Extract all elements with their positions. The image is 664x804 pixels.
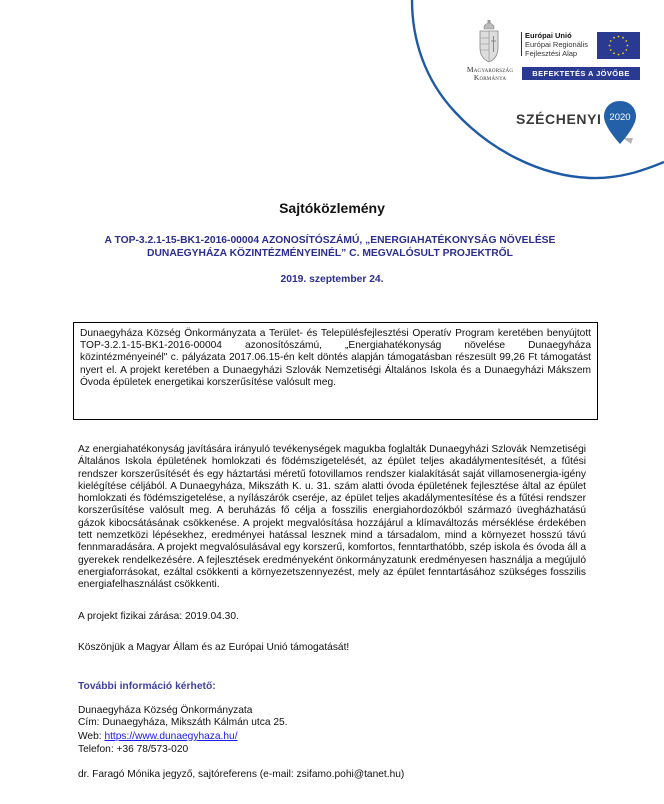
contact-address: Cím: Dunaegyháza, Mikszáth Kálmán utca 25. [78,717,288,728]
subtitle-line1: A TOP-3.2.1-15-BK1-2016-00004 AZONOSÍTÓSZÁMÚ, „ENERGIAHATÉKONYSÁG NÖVELÉSE [104,235,556,246]
project-closing-date: A projekt fizikai zárása: 2019.04.30. [78,611,239,622]
eu-logo-line3: Fejlesztési Alap [525,49,578,58]
publication-date: 2019. szeptember 24. [280,274,384,285]
government-logo-text [458,66,522,82]
contact-web [78,731,238,743]
eu-logo-text [525,31,588,58]
info-heading: További információ kérhető: [78,681,216,692]
thanks-text: Köszönjük a Magyar Állam és az Európai Unió támogatását! [78,642,350,653]
eu-logo-divider [521,32,522,56]
page-title: Sajtóközlemény [279,200,385,216]
decorative-arc [0,0,664,200]
project-subtitle [60,234,600,260]
invest-in-future-banner: BEFEKTETÉS A JÖVŐBE [522,67,640,80]
location-pin-icon [603,100,637,146]
website-link[interactable]: https://www.dunaegyhaza.hu/ [104,731,238,742]
eu-flag-icon [597,32,640,59]
government-logo-line1: Magyarország [466,65,514,74]
government-logo-line2: Kormánya [473,73,507,82]
szechenyi-logo-text: SZÉCHENYI [516,111,602,127]
contact-organization: Dunaegyháza Község Önkormányzata [78,705,253,716]
szechenyi-year: 2020 [609,112,631,123]
hungarian-coat-of-arms-icon [474,20,504,64]
eu-logo-line2: Európai Regionális [525,40,588,49]
web-label: Web: [78,731,105,742]
subtitle-line2: DUNAEGYHÁZA KÖZINTÉZMÉNYEINÉL” C. MEGVALÓSULT PROJEKTRŐL [147,248,513,259]
eu-logo-line1: Európai Unió [525,31,572,40]
press-contact: dr. Faragó Mónika jegyző, sajtóreferens (e-mail: zsifamo.pohi@tanet.hu) [78,769,405,780]
contact-phone: Telefon: +36 78/573-020 [78,744,189,755]
body-paragraph: Az energiahatékonyság javítására irányuló tevékenységek magukba foglalták Dunaegyházi Szlovák Nemzetiségi Általános Iskola épületének homlokzati és födémszigetelését, az épület teljes akadálymentesítését, a fűtési rendszer korszerűsítését és egy háztartási méretű fotovillamos rendszer kialakítását saját villamosenergia-igény kielégítése céljából. A Dunaegyháza, Mikszáth K. u. 31. szám alatti óvoda épületének fejlesztése által az épület homlokzati és födémszigetelése, a nyílászárók cseréje, az épület teljes akadálymentesítése és a fűtési rendszer korszerűsítése valósult meg. A beruházás fő célja a fosszilis energiahordozókból származó üvegházhatású gázok kibocsátásának csökkenése. A projekt megvalósítása hozzájárul a klímaváltozás mérséklése érdekében tett nemzetközi lépésekhez, eredményei hatással lesznek mind a társadalom, mind a környezet hosszú távú fennmaradására. A projekt megvalósulásával egy korszerű, komfortos, fenntarthatóbb, szép iskola és óvoda áll a gyerekek rendelkezésére. A fejlesztések eredményeként önkormányzatunk eredményesen használja a megújuló energiaforrásokat, ezáltal csökkenti a környezetszennyezést, mely az épület fenntartásához szükséges fosszilis energiafelhasználást csökkenti. [78,444,586,591]
summary-box: Dunaegyháza Község Önkormányzata a Terület- és Településfejlesztési Operatív Program keretében benyújtott TOP-3.2.1-15-BK1-2016-00004 azonosítószámú, „Energiahatékonyság növelése Dunaegyháza közintézményeinél" c. pályázata 2017.06.15-én kelt döntés alapján támogatásban részesült 99,26 Ft támogatást nyert el. A projekt keretében a Dunaegyházi Szlovák Nemzetiségi Általános Iskola és a Dunaegyházi Mákszem Óvoda épületek energetikai korszerűsítése valósult meg. [73,322,598,420]
